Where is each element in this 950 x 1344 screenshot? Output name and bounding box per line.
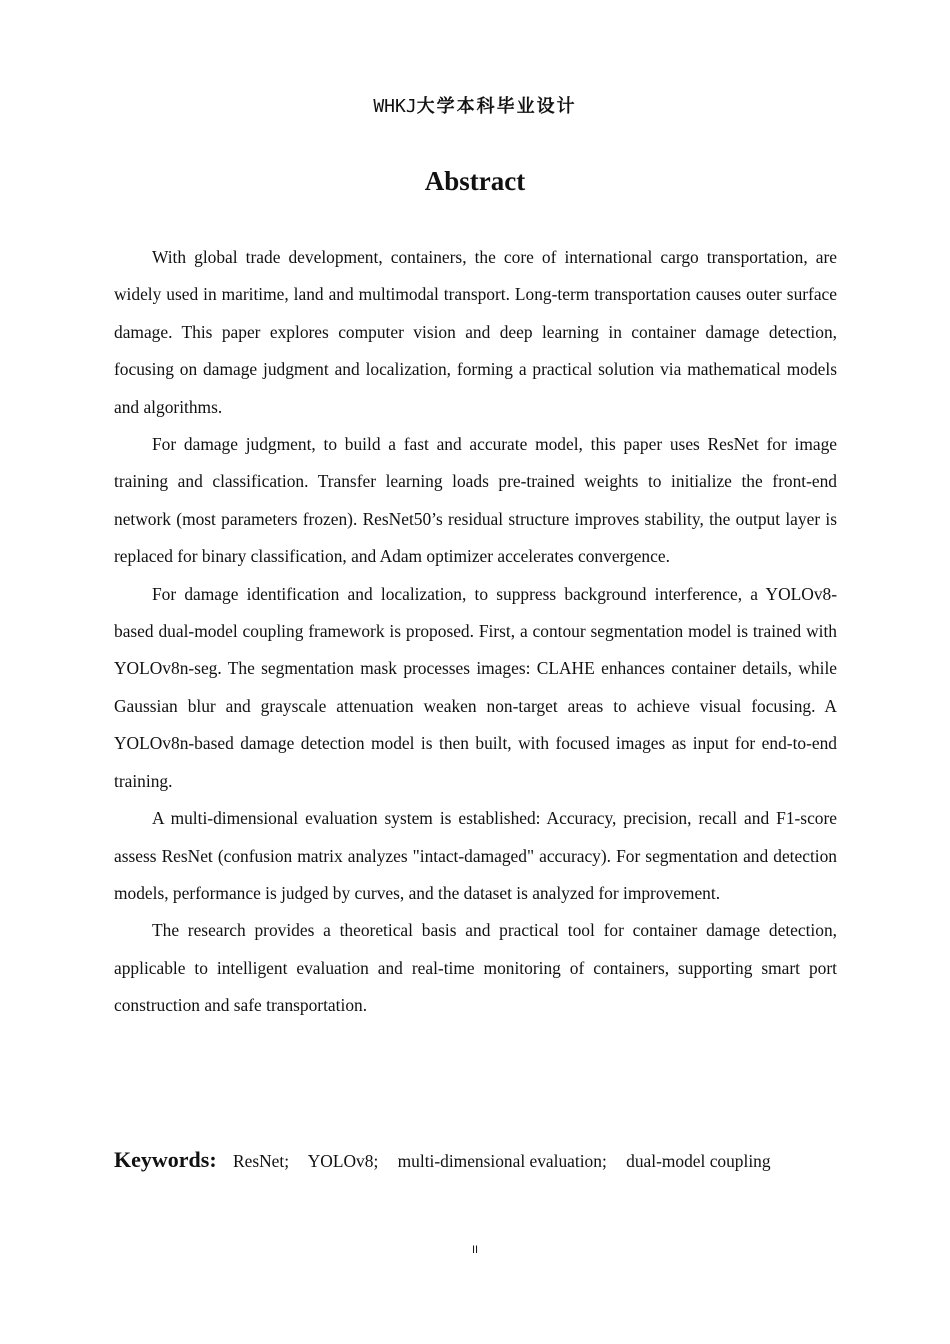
- abstract-paragraph-2: For damage judgment, to build a fast and accurate model, this paper uses ResNet for image training and classification. Transfer learning loads pre-trained weights to initialize the front-end network (most parameters frozen). ResNet50’s residual structure improves stability, the output layer is replaced for binary classification, and Adam optimizer accelerates convergence.: [114, 434, 837, 567]
- abstract-title: Abstract: [424, 166, 526, 196]
- abstract-paragraph-1: With global trade development, containers, the core of international cargo transportation, are widely used in maritime, land and multimodal transport. Long-term transportation causes outer surface damage. This paper explores computer vision and deep learning in container damage detection, focusing on damage judgment and localization, forming a practical solution via mathematical models and algorithms.: [114, 247, 837, 417]
- keywords-line: [114, 1145, 854, 1176]
- page-number: II: [471, 1244, 479, 1256]
- abstract-paragraph-4: A multi-dimensional evaluation system is established: Accuracy, precision, recall and F1-score assess ResNet (confusion matrix analyzes "intact-damaged" accuracy). For segmentation and detection models, performance is judged by curves, and the dataset is analyzed for improvement.: [114, 808, 837, 903]
- keyword-item: dual-model coupling: [626, 1151, 771, 1171]
- page-header: [0, 92, 950, 118]
- abstract-body: [114, 239, 837, 1025]
- abstract-paragraph-3: For damage identification and localization, to suppress background interference, a YOLOv8-based dual-model coupling framework is proposed. First, a contour segmentation model is trained with YOLOv8n-seg. The segmentation mask processes images: CLAHE enhances container details, while Gaussian blur and grayscale attenuation weaken non-target areas to achieve visual focusing. A YOLOv8n-based damage detection model is then built, with focused images as input for end-to-end training.: [114, 583, 837, 791]
- keyword-item: YOLOv8;: [307, 1151, 379, 1171]
- keywords-label: Keywords:: [114, 1147, 217, 1172]
- keyword-item: multi-dimensional evaluation;: [397, 1151, 607, 1171]
- keyword-item: ResNet;: [233, 1151, 290, 1171]
- header-university-code: WHKJ: [373, 96, 417, 117]
- header-thesis-type: 大学本科毕业设计: [416, 96, 577, 117]
- abstract-paragraph-5: The research provides a theoretical basis and practical tool for container damage detection, applicable to intelligent evaluation and real-time monitoring of containers, supporting smart port construction and safe transportation.: [114, 920, 837, 1016]
